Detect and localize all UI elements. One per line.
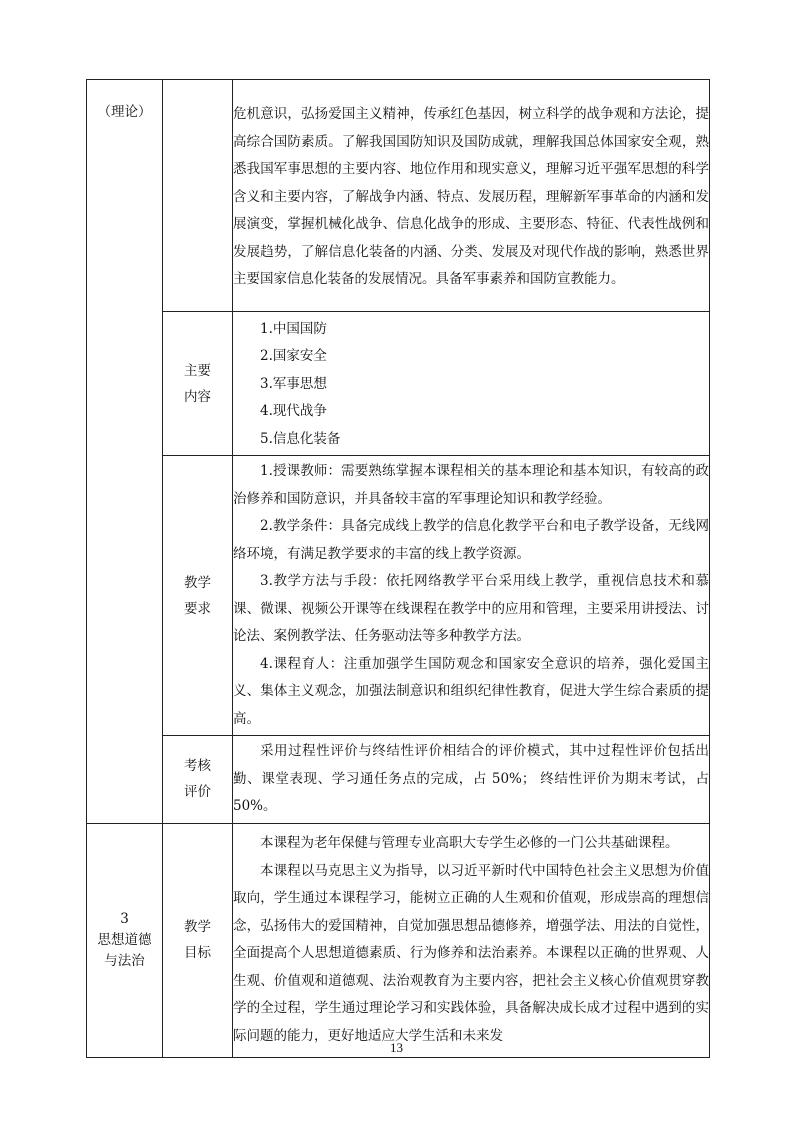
objectives-cell (233, 80, 710, 312)
category-label: （理论） (97, 104, 152, 120)
content-item: 5.信息化装备 (260, 430, 341, 447)
content-item: 4.现代战争 (260, 403, 327, 420)
objectives-paragraph: 本课程以马克思主义为指导，以习近平新时代中国特色社会主义思想为价值取向，学生通过本课程学习，能树立正确的人生观和价值观，形成崇高的理想信念，弘扬伟大的爱国精神，自觉加强思想品德修养，增强学法、用法的自觉性，全面提高个人思想道德素质、行为修养和法治素养。本课程以正确的世界观、人生观、价值观和道德观、法治观教育为主要内容，把社会主义核心价值观贯穿教学的全过程，学生通过理论学习和实践体验，具备解决成长成才过程中遇到的实际问题的能力，更好地适应大学生活和未来发 (233, 862, 709, 1044)
ethics-objectives-cell (233, 823, 710, 1057)
objectives-label-line-1: 教学 (184, 919, 211, 936)
course-number: 3 (120, 910, 129, 927)
requirement-paragraph: 3.教学方法与手段：依托网络教学平台采用线上教学，重视信息技术和慕课、微课、视频公开课等在线课程在教学中的应用和管理，主要采用讲授法、讨论法、案例教学法、任务驱动法等多种教学方法。 (233, 573, 709, 645)
objectives-label-line-2: 目标 (184, 945, 211, 962)
requirements-label-cell (163, 456, 233, 736)
assessment-label-cell (163, 736, 233, 824)
main-content-row (87, 312, 710, 456)
content-label-line-1: 主要 (184, 362, 211, 379)
assessment-row (87, 736, 710, 824)
requirements-row (87, 456, 710, 736)
objectives-text: 危机意识，弘扬爱国主义精神，传承红色基因，树立科学的战争观和方法论，提高综合国防素质。了解我国国防知识及国防成就，理解我国总体国家安全观，熟悉我国军事思想的主要内容、地位作用和现实意义，理解习近平强军思想的科学含义和主要内容，了解战争内涵、特点、发展历程，理解新军事革命的内涵和发展演变，掌握机械化战争、信息化战争的形成、主要形态、特征、代表性战例和发展趋势，了解信息化装备的内涵、分类、发展及对现代作战的影响，熟悉世界主要国家信息化装备的发展情况。具备军事素养和国防宣教能力。 (233, 106, 709, 288)
requirements-cell (233, 456, 710, 736)
requirements-label-line-2: 要求 (184, 600, 211, 617)
ethics-objectives-label-cell (163, 823, 233, 1057)
military-category-cell (87, 80, 163, 824)
requirement-paragraph: 4.课程育人：注重加强学生国防观念和国家安全意识的培养，强化爱国主义、集体主义观念，加强法制意识和组织纪律性教育，促进大学生综合素质的提高。 (233, 655, 709, 727)
content-label-cell (163, 312, 233, 456)
assessment-text: 采用过程性评价与终结性评价相结合的评价模式，其中过程性评价包括出勤、课堂表现、学习通任务点的完成，占 50%； 终结性评价为期末考试，占 50%。 (233, 743, 709, 815)
requirement-paragraph: 2.教学条件：具备完成线上教学的信息化教学平台和电子教学设备，无线网络环境，有满足教学要求的丰富的线上教学资源。 (233, 518, 709, 562)
content-label-line-2: 内容 (184, 388, 211, 405)
content-item: 3.军事思想 (260, 375, 327, 392)
course-name-line-2: 与法治 (104, 952, 145, 969)
content-item: 2.国家安全 (260, 348, 327, 365)
requirements-label-line-1: 教学 (184, 574, 211, 591)
empty-label-cell (163, 80, 233, 312)
content-list-cell (233, 312, 710, 456)
assessment-label-line-2: 评价 (184, 784, 211, 801)
content-item: 1.中国国防 (260, 321, 327, 337)
course-name-line-1: 思想道德 (97, 931, 152, 948)
ethics-category-cell (87, 823, 163, 1057)
assessment-cell (233, 736, 710, 824)
objectives-paragraph: 本课程为老年保健与管理专业高职大专学生必修的一门公共基础课程。 (260, 835, 679, 852)
ethics-objectives-row (87, 823, 710, 1057)
page-number: 13 (390, 1040, 403, 1055)
curriculum-table (86, 79, 710, 1058)
military-objectives-row (87, 80, 710, 312)
assessment-label-line-1: 考核 (184, 758, 211, 775)
requirement-paragraph: 1.授课教师：需要熟练掌握本课程相关的基本理论和基本知识，有较高的政治修养和国防意识，并具备较丰富的军事理论知识和教学经验。 (233, 463, 709, 507)
